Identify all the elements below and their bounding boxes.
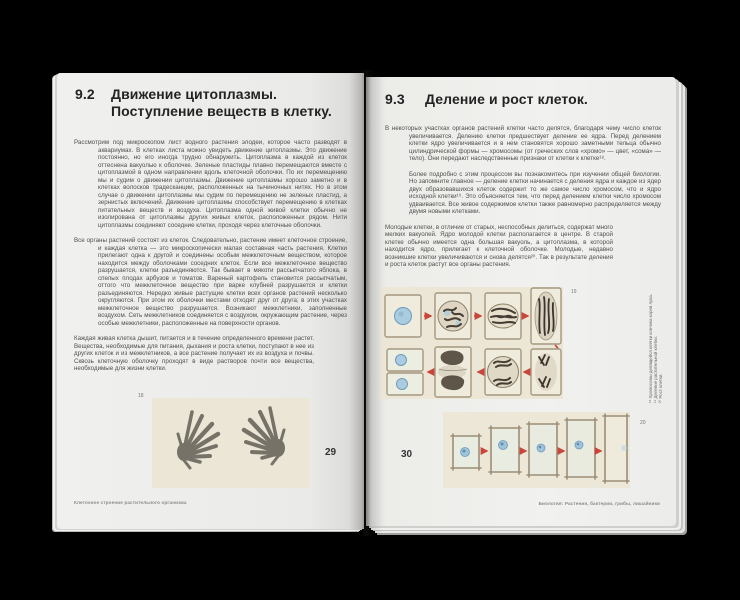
chromosomes-illustration-svg: [152, 398, 310, 488]
paragraph: Рассмотрим под микроскопом лист водного растения элодеи, которое часто разводят в аквариумах. В клетках листа можно увидеть движение цитоплазмы. Это движение постоянно, но его иногда трудно обнаружить. Цитоплазма в каждой из клеток оттеснена вакуолью к оболочке. Зеленые пластиды плавно перемещаются вместе с цитоплазмой в одном направлении вдоль клеточной оболочки. По их перемещению мы и судим о движении цитоплазмы. Движение цитоплазмы хорошо заметно и в клетках волосков традесканции, расположенных на тычиночных нитях. Но в этом случае о движении цитоплазмы мы судим по перемещению не зеленых пластид, а зернистых включений. Движение цитоплазмы способствует перемещению в клетках питательных веществ и воздуха. Цитоплазма одной живой клетки обычно не изолирована от цитоплазмы других живых клеток, расположенных рядом. Нити цитоплазмы соединяют соседние клетки, проходя через клеточные оболочки.: [74, 139, 347, 229]
paragraph: Более подробно с этим процессом вы познакомитесь при изучении общей биологии. Но запомните главное — деление клетки начинается с деления ядра и каждое из ядер двух образовавшихся клеток содержит то же самое число хромосом, что и ядро исходной клетки¹⁹. Это объясняется тем, что перед делением клетки число хромосом удваивается. Все живое содержимое клетки также равномерно распределяется между двумя новыми клетками.: [409, 170, 661, 215]
figure-19-label: 19: [571, 289, 577, 295]
paragraph: Каждая живая клетка дышит, питается и в течение определенного времени растет. Вещества, необходимые для питания, дыхания и роста клетки, поступают в нее из других клеток и из межклетников, а все растение получает их из воздуха и почвы. Сквозь клеточную оболочку проходят в виде растворов почти все вещества, необходимые для жизни клетки.: [74, 335, 314, 372]
figure-18-chromosomes: [152, 398, 310, 488]
paragraph: Все органы растений состоят из клеток. Следовательно, растение имеет клеточное строение, и каждая клетка — это микроскопически малая составная часть растения. Клетки прилегают одна к другой и соединены особым межклеточным веществом, которое находится между оболочками соседних клеток. Если все межклеточное вещество разрушается, клетки разъединяются. Так бывает в мякоти рассыпчатого яблока, в спелых плодах арбузов и томатов. Вареный картофель становится рассыпчатым, оттого что межклеточное вещество при варке клубней разрушается и клетки разъединяются. Нередко живые растущие клетки всех органов растений несколько округляются. При этом их оболочки местами отходят друг от друга; в этих участках межклеточное вещество разрушается. Возникают межклетники, заполненные воздухом. Сеть межклетников соединяется с воздухом, окружающим растение, через особые межклетники, расположенные на поверхности органов.: [74, 237, 347, 327]
right-running-footer: Биология: Растения, бактерии, грибы, лишайники: [538, 501, 660, 506]
left-page: [57, 73, 364, 529]
figure-20-cell-growth: [443, 412, 630, 488]
right-page-text: [385, 125, 661, 277]
paragraph: В некоторых участках органов растений клетки часто делятся, благодаря чему число клеток увеличивается. Делению клетки предшествует деление ее ядра. Перед делением клетки ядро увеличивается и в нем становятся хорошо заметными тельца обычно цилиндрической формы — хромосомы (от греческих слов «хромо» — цвет, «сома» — тело). Они передают наследственные признаки от клетки к клетке¹⁸.: [385, 125, 661, 162]
section-heading-9-3: [385, 91, 588, 108]
figure-18-label: 18: [138, 393, 144, 399]
figure-footnotes: [648, 279, 663, 403]
section-title: Движение цитоплазмы. Поступление веществ в клетку.: [111, 86, 332, 119]
page-number-29: 29: [325, 447, 337, 458]
page-number-30: 30: [401, 449, 413, 460]
section-heading-9-2: [75, 86, 332, 120]
figure-19-cell-division: [381, 287, 563, 399]
open-book: [50, 70, 692, 536]
section-title: Деление и рост клеток.: [425, 91, 588, 107]
cell-division-illustration-svg: [381, 287, 563, 399]
paragraph: Молодые клетки, в отличие от старых, неспособных делиться, содержат много мелких вакуолей. Ядро молодой клетки располагается в центре. В старой клетке обычно имеется одна большая вакуоль, а цитоплазма, в которой находится ядро, прилегает к клеточной оболочке. Молодые, недавно возникшие клетки увеличиваются и снова делятся²⁰. Так в результате деления и роста клеток растут все органы растения.: [385, 223, 613, 268]
footnote: ²⁰ Рост клетки.: [658, 373, 663, 403]
footnote: ¹⁸ Хромосомы делящейся клетки кончика корня лука.: [648, 294, 653, 403]
footnote: ¹⁹ Деление растительной клетки.: [653, 336, 658, 403]
section-number: 9.2: [75, 86, 95, 102]
figure-20-label: 20: [640, 420, 646, 426]
left-running-footer: Клеточное строение растительного организма: [74, 500, 187, 505]
left-page-text: [74, 139, 347, 381]
right-page: [366, 77, 676, 526]
section-number: 9.3: [385, 91, 405, 107]
cell-growth-illustration-svg: [443, 412, 630, 488]
